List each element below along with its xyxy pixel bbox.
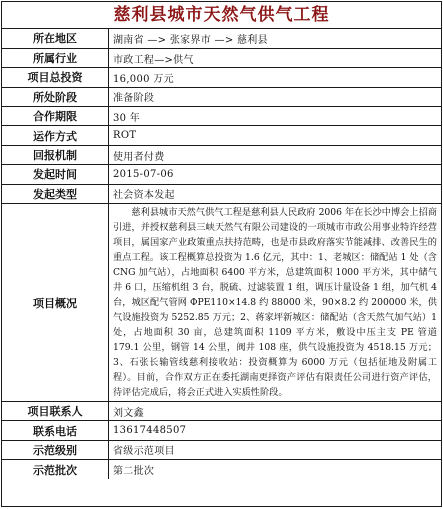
table-row-demo-level (2, 440, 441, 459)
operation-mode-value: ROT (109, 126, 442, 145)
launch-date-value: 2015-07-06 (109, 165, 442, 184)
demo-batch-value: 第二批次 (109, 460, 442, 479)
table-row-phone (2, 421, 441, 440)
return-mechanism-value: 使用者付费 (109, 145, 442, 164)
phone-label: 联系电话 (2, 421, 109, 440)
stage-label: 所处阶段 (2, 87, 109, 106)
industry-label: 所属行业 (2, 48, 109, 67)
operation-mode-label: 运作方式 (2, 126, 109, 145)
region-value: 湖南省 —> 张家界市 —> 慈利县 (109, 29, 442, 48)
phone-value: 13617448507 (109, 421, 442, 440)
table-row-investment (2, 68, 441, 87)
table-row-launch-date (2, 165, 441, 184)
term-value: 30 年 (109, 107, 442, 126)
table-row-operation-mode (2, 126, 441, 145)
table-row-region (2, 29, 441, 48)
table-row-return-mechanism (2, 145, 441, 164)
table-row-launch-type (2, 184, 441, 203)
table-row-demo-batch (2, 460, 441, 479)
project-info-table (2, 29, 441, 479)
table-row-industry (2, 48, 441, 67)
page-title: 慈利县城市天然气供气工程 (2, 2, 441, 29)
investment-value: 16,000 万元 (109, 68, 442, 87)
launch-type-value: 社会资本发起 (109, 184, 442, 203)
overview-text: 慈利县城市天然气供气工程是慈利县人民政府 2006 年在长沙中博会上招商引进，并授权慈利县三峡天然气有限公司建设的一项城市市政公用事业特许经营项目，属国家产业政策重点扶持范畴，也是市县政府落实节能减排、改善民生的重点工程。该工程概算总投资为 1.6 亿元，其中：1、老城区：储配站 1 处（含 CNG 加气站），占地面积 6400 平方米，总建筑面积 1000 平方米，其中储气井 6 口，压缩机组 3 台，脱硫、过滤装置 1 组，调压计量设备 1 组，加气机 4 台，城区配气管网 ΦPE110×14.8 约 88000 米，90×8.2 约 200000 米，供气设施投资为 5252.85 万元；2、蒋家坪新城区：储配站（含天然气加气站）1 处，占地面积 30 亩，总建筑面积 1109 平方米，敷设中压主支 PE 管道 179.1 公里，钢管 14 公里，阀井 108 座，供气设施投资为 4518.15 万元；3、石张长输管线慈利接收站：投资概算为 6000 万元（包括征地及附属工程）。目前，合作双方正在委托湖南更择资产评估有限责任公司进行资产评估，待评估完成后，将会正式进入实质性阶段。 (109, 204, 442, 402)
term-label: 合作期限 (2, 107, 109, 126)
overview-label: 项目概况 (2, 204, 109, 402)
industry-value: 市政工程—>供气 (109, 48, 442, 67)
contact-value: 刘文鑫 (109, 402, 442, 421)
demo-level-label: 示范级别 (2, 440, 109, 459)
launch-type-label: 发起类型 (2, 184, 109, 203)
launch-date-label: 发起时间 (2, 165, 109, 184)
return-mechanism-label: 回报机制 (2, 145, 109, 164)
contact-label: 项目联系人 (2, 402, 109, 421)
stage-value: 准备阶段 (109, 87, 442, 106)
demo-batch-label: 示范批次 (2, 460, 109, 479)
region-label: 所在地区 (2, 29, 109, 48)
table-row-term (2, 107, 441, 126)
table-row-overview (2, 204, 441, 402)
table-row-contact (2, 402, 441, 421)
investment-label: 项目总投资 (2, 68, 109, 87)
table-row-stage (2, 87, 441, 106)
project-info-sheet (1, 1, 442, 507)
demo-level-value: 省级示范项目 (109, 440, 442, 459)
